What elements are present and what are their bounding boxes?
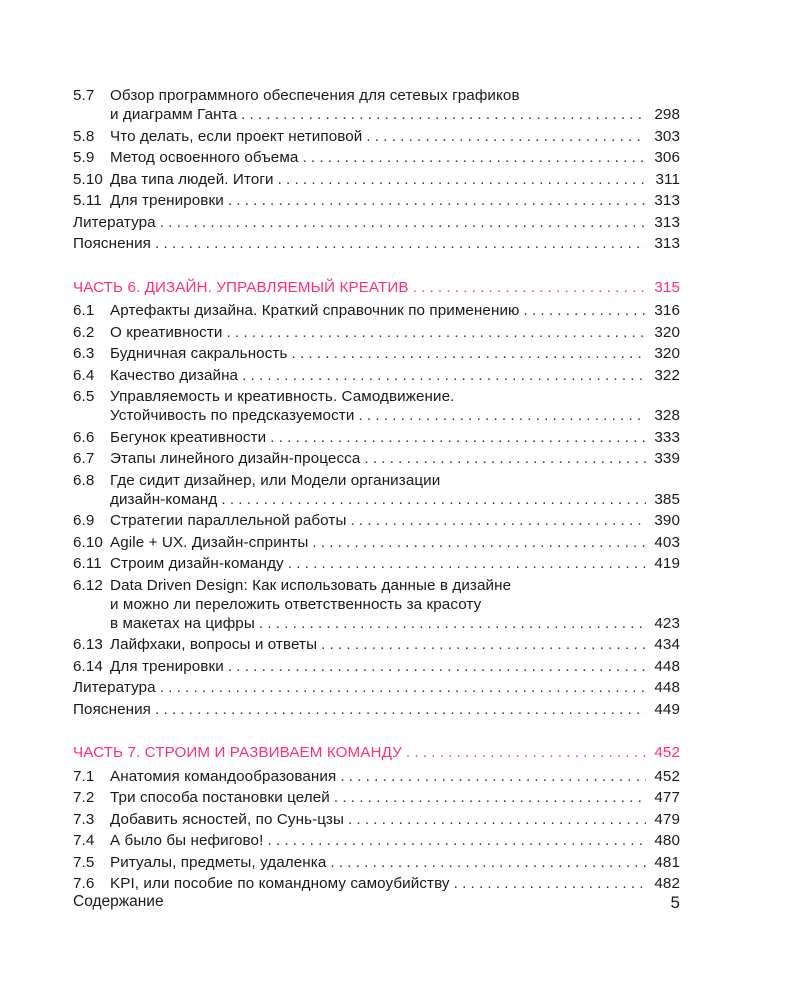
toc-entry-title: KPI, или пособие по командному самоубийству <box>110 875 450 892</box>
toc-entry-number: 6.13 <box>73 636 103 653</box>
toc-entry[interactable] <box>73 853 680 875</box>
toc-entry[interactable] <box>73 511 680 533</box>
toc-page-number: 419 <box>654 555 680 572</box>
toc-page-number: 390 <box>654 512 680 529</box>
dot-leader <box>334 788 646 807</box>
toc-entry-title: дизайн-команд <box>110 490 218 508</box>
toc-entry-title: Где сидит дизайнер, или Модели организации <box>110 471 441 489</box>
toc-entry[interactable] <box>73 344 680 366</box>
toc-page-number: 434 <box>654 636 680 653</box>
dot-leader <box>228 657 646 676</box>
toc-entry-number: 6.6 <box>73 428 95 446</box>
toc-page-number: 452 <box>654 767 680 785</box>
toc-page-number: 320 <box>654 345 680 362</box>
toc-entry[interactable] <box>73 810 680 832</box>
dot-leader <box>366 127 646 146</box>
toc-entry-title: Литература <box>73 679 156 696</box>
toc-entry-number: 6.14 <box>73 657 103 675</box>
toc-entry-title: Data Driven Design: Как использовать данные в дизайне <box>110 576 512 594</box>
toc-entry-number: 6.4 <box>73 366 95 384</box>
toc-entry-number: 6.2 <box>73 323 95 341</box>
toc-entry[interactable] <box>73 678 680 700</box>
toc-page-number: 479 <box>654 810 680 828</box>
toc-entry-number: 7.1 <box>73 767 95 785</box>
toc-entry-title: Два типа людей. Итоги <box>110 170 274 188</box>
toc-page-number: 298 <box>654 106 680 123</box>
toc-page-number: 482 <box>654 875 680 892</box>
toc-entry[interactable] <box>73 554 680 576</box>
dot-leader <box>241 105 646 124</box>
toc-entry-title: Для тренировки <box>110 192 224 209</box>
toc-entry-title: О креативности <box>110 323 223 341</box>
toc-entry[interactable] <box>73 700 680 722</box>
dot-leader <box>226 323 646 342</box>
toc-entry[interactable] <box>73 831 680 853</box>
toc-entry-title: А было бы нефигово! <box>110 832 264 849</box>
toc-entry-number: 6.5 <box>73 388 95 405</box>
toc-entry-number: 6.8 <box>73 471 95 489</box>
toc-entry-number: 6.12 <box>73 576 103 594</box>
toc-page-number: 328 <box>654 407 680 424</box>
dot-leader <box>288 554 646 573</box>
toc-page-number: 448 <box>654 679 680 696</box>
toc-entry-number: 7.3 <box>73 810 95 828</box>
toc-entry[interactable] <box>73 323 680 345</box>
toc-part-heading[interactable] <box>73 278 680 300</box>
toc-page-number: 316 <box>654 302 680 319</box>
dot-leader <box>267 831 646 850</box>
toc-entry-title: Будничная сакральность <box>110 345 288 362</box>
toc-page-number: 313 <box>654 235 680 252</box>
dot-leader <box>259 614 646 633</box>
toc-entry-title: Бегунок креативности <box>110 428 267 446</box>
toc-entry-title: Что делать, если проект нетиповой <box>110 127 363 145</box>
toc-page-number: 313 <box>654 192 680 209</box>
toc-entry[interactable] <box>73 788 680 810</box>
toc-page-number: 403 <box>654 533 680 551</box>
toc-entry[interactable] <box>73 471 680 512</box>
toc-entry-title: Agile + UX. Дизайн-спринты <box>110 533 309 551</box>
toc-entry[interactable] <box>73 148 680 170</box>
toc-entry-number: 5.9 <box>73 149 95 166</box>
toc-entry-title: Пояснения <box>73 235 152 252</box>
dot-leader <box>155 700 646 719</box>
dot-leader <box>160 678 646 697</box>
dot-leader <box>278 170 646 189</box>
toc-entry[interactable] <box>73 170 680 192</box>
dot-leader <box>312 533 646 552</box>
toc-entry-number: 6.9 <box>73 512 95 529</box>
toc-entry-number: 7.2 <box>73 789 95 806</box>
toc-entry-title: ЧАСТЬ 7. СТРОИМ И РАЗВИВАЕМ КОМАНДУ <box>73 744 402 761</box>
toc-entry-title: Пояснения <box>73 700 152 718</box>
toc-entry-title: Анатомия командообразования <box>110 767 337 785</box>
toc-entry-title: Устойчивость по предсказуемости <box>110 407 355 424</box>
toc-entry[interactable] <box>73 635 680 657</box>
toc-entry[interactable] <box>73 657 680 679</box>
toc-entry-title: Литература <box>73 213 156 231</box>
toc-entry-number: 7.6 <box>73 875 95 892</box>
toc-page-number: 306 <box>654 149 680 166</box>
toc-entry[interactable] <box>73 533 680 555</box>
toc-page-number: 448 <box>654 657 680 675</box>
dot-leader <box>221 490 646 509</box>
toc-entry[interactable] <box>73 767 680 789</box>
toc-entry-title: Метод освоенного объема <box>110 149 299 166</box>
toc-entry-number: 6.11 <box>73 555 102 572</box>
toc-entry-title: Добавить ясностей, по Сунь-цзы <box>110 810 344 828</box>
toc-page-number: 385 <box>654 490 680 508</box>
dot-leader <box>160 213 646 232</box>
toc-page-number: 452 <box>654 744 680 761</box>
dot-leader <box>155 234 646 253</box>
toc-page-number: 333 <box>654 428 680 446</box>
toc-entry-title: Ритуалы, предметы, удаленка <box>110 853 327 871</box>
dot-leader <box>292 344 647 363</box>
toc-entry[interactable] <box>73 449 680 471</box>
toc-entry-title: Качество дизайна <box>110 366 239 384</box>
toc-entry[interactable] <box>73 301 680 323</box>
page-number: 5 <box>670 893 680 912</box>
toc-entry-title: и диаграмм Ганта <box>110 106 238 123</box>
toc-page-number: 481 <box>654 853 680 871</box>
dot-leader <box>340 767 646 786</box>
table-of-contents <box>73 86 680 896</box>
toc-entry[interactable] <box>73 366 680 388</box>
toc-page-number: 423 <box>654 614 680 632</box>
toc-page-number: 311 <box>655 170 680 188</box>
toc-page-number: 339 <box>654 450 680 467</box>
dot-leader <box>350 511 646 530</box>
toc-entry-title: Для тренировки <box>110 657 224 675</box>
page-footer <box>73 893 680 913</box>
toc-entry[interactable] <box>73 127 680 149</box>
toc-page-number: 449 <box>654 700 680 718</box>
toc-page-number: 477 <box>654 789 680 806</box>
dot-leader <box>364 449 646 468</box>
toc-entry-number: 5.11 <box>73 192 102 209</box>
toc-page-number: 322 <box>654 366 680 384</box>
toc-entry-title: Стратегии параллельной работы <box>110 512 347 529</box>
toc-entry[interactable] <box>73 576 680 636</box>
toc-entry-title: Артефакты дизайна. Краткий справочник по применению <box>110 302 520 319</box>
toc-entry[interactable] <box>73 234 680 256</box>
toc-entry-number: 5.8 <box>73 127 95 145</box>
toc-page-number: 313 <box>654 213 680 231</box>
toc-entry[interactable] <box>73 387 680 428</box>
toc-entry-title: и можно ли переложить ответственность за красоту <box>110 595 482 613</box>
toc-entry-number: 6.7 <box>73 450 95 467</box>
dot-leader <box>454 874 646 893</box>
dot-leader <box>413 278 646 297</box>
dot-leader <box>330 853 646 872</box>
toc-entry-number: 7.5 <box>73 853 95 871</box>
toc-entry-title: Управляемость и креативность. Самодвижение. <box>110 388 455 405</box>
toc-entry-title: Лайфхаки, вопросы и ответы <box>110 636 318 653</box>
dot-leader <box>321 635 646 654</box>
toc-entry[interactable] <box>73 86 680 127</box>
dot-leader <box>228 191 646 210</box>
dot-leader <box>302 148 646 167</box>
dot-leader <box>358 406 646 425</box>
toc-page-number: 315 <box>654 278 680 296</box>
toc-page-number: 480 <box>654 832 680 849</box>
toc-entry[interactable] <box>73 191 680 213</box>
toc-entry-number: 6.10 <box>73 533 103 551</box>
toc-entry-number: 7.4 <box>73 832 95 849</box>
dot-leader <box>524 301 646 320</box>
toc-entry-title: в макетах на цифры <box>110 614 255 632</box>
toc-page-number: 320 <box>654 323 680 341</box>
dot-leader <box>406 743 646 762</box>
toc-entry-title: Обзор программного обеспечения для сетевых графиков <box>110 87 520 104</box>
toc-entry-number: 6.3 <box>73 345 95 362</box>
running-footer-title: Содержание <box>73 893 164 910</box>
dot-leader <box>270 428 646 447</box>
toc-entry-number: 5.7 <box>73 87 95 104</box>
toc-entry-title: Три способа постановки целей <box>110 789 330 806</box>
dot-leader <box>348 810 646 829</box>
toc-entry[interactable] <box>73 213 680 235</box>
toc-entry-title: ЧАСТЬ 6. ДИЗАЙН. УПРАВЛЯЕМЫЙ КРЕАТИВ <box>73 278 409 296</box>
toc-part-heading[interactable] <box>73 743 680 765</box>
dot-leader <box>242 366 646 385</box>
toc-page-number: 303 <box>654 127 680 145</box>
toc-entry-number: 5.10 <box>73 170 103 188</box>
toc-entry-title: Этапы линейного дизайн-процесса <box>110 450 361 467</box>
toc-entry-title: Строим дизайн-команду <box>110 555 284 572</box>
toc-entry-number: 6.1 <box>73 302 95 319</box>
toc-entry[interactable] <box>73 428 680 450</box>
